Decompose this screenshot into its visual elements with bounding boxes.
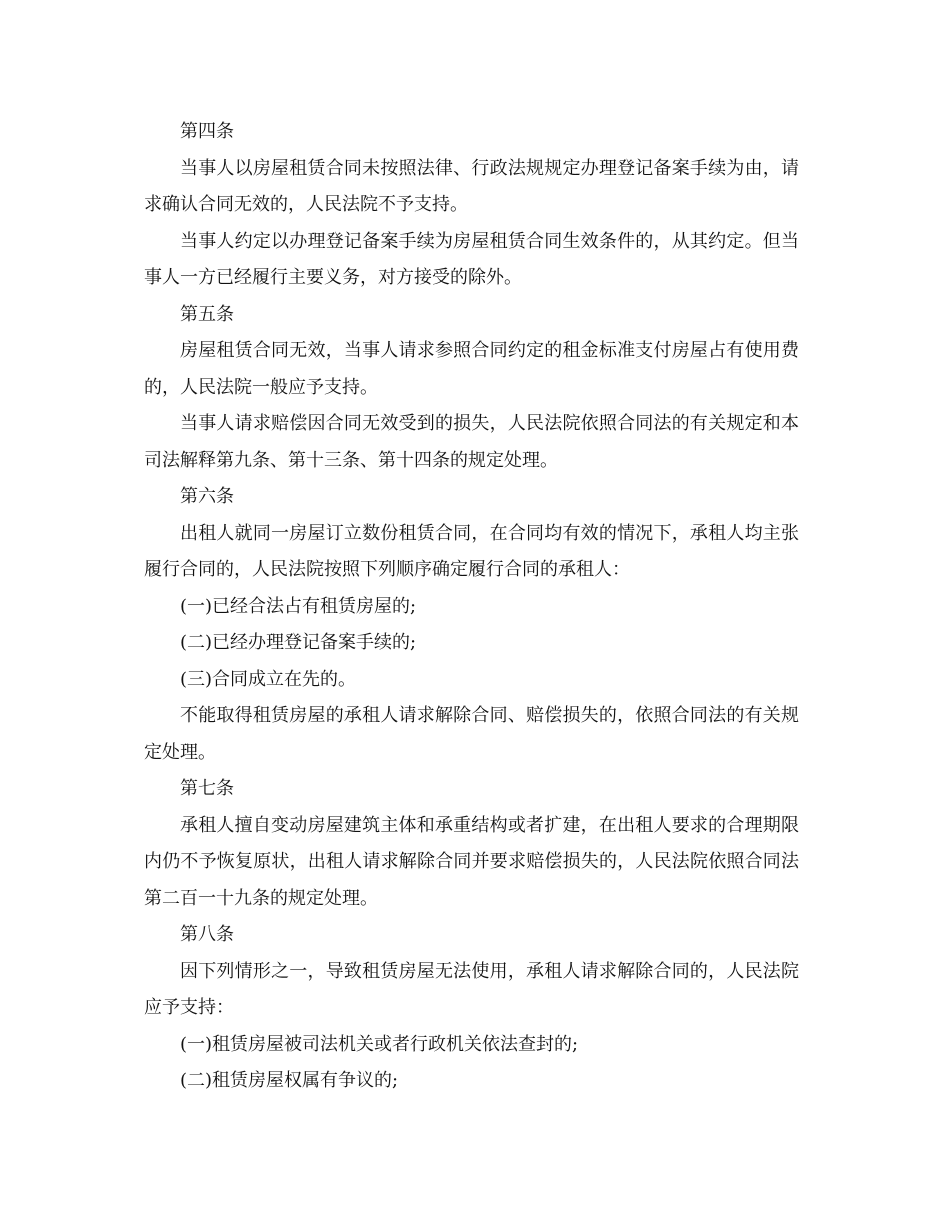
list-item: (三)合同成立在先的。 — [180, 668, 357, 690]
article-heading-7: 第七条 — [180, 778, 234, 799]
article-heading-6: 第六条 — [180, 486, 234, 507]
list-item: (二)已经办理登记备案手续的; — [180, 632, 417, 653]
article-heading-4: 第四条 — [180, 121, 234, 142]
list-item: (一)已经合法占有租赁房屋的; — [180, 595, 417, 617]
paragraph: 承租人擅自变动房屋建筑主体和承重结构或者扩建，在出租人要求的合理期限内仍不予恢复原状，出租人请求解除合同并要求赔偿损失的，人民法院依照合同法第二百一十九条的规定处理。 — [144, 814, 799, 909]
document-body — [144, 114, 799, 1100]
list-item: (一)租赁房屋被司法机关或者行政机关依法查封的; — [180, 1033, 579, 1055]
paragraph: 房屋租赁合同无效，当事人请求参照合同约定的租金标准支付房屋占有使用费的，人民法院一般应予支持。 — [144, 340, 799, 398]
paragraph: 出租人就同一房屋订立数份租赁合同，在合同均有效的情况下，承租人均主张履行合同的，人民法院按照下列顺序确定履行合同的承租人： — [144, 522, 799, 580]
article-heading-8: 第八条 — [180, 924, 234, 945]
article-heading-5: 第五条 — [180, 303, 234, 325]
list-item: (二)租赁房屋权属有争议的; — [180, 1070, 399, 1091]
paragraph: 因下列情形之一，导致租赁房屋无法使用，承租人请求解除合同的，人民法院应予支持： — [144, 960, 799, 1018]
paragraph: 当事人约定以办理登记备案手续为房屋租赁合同生效条件的，从其约定。但当事人一方已经履行主要义务，对方接受的除外。 — [144, 230, 799, 288]
paragraph: 当事人以房屋租赁合同未按照法律、行政法规规定办理登记备案手续为由，请求确认合同无效的，人民法院不予支持。 — [144, 157, 799, 215]
paragraph: 不能取得租赁房屋的承租人请求解除合同、赔偿损失的，依照合同法的有关规定处理。 — [144, 705, 799, 763]
paragraph: 当事人请求赔偿因合同无效受到的损失，人民法院依照合同法的有关规定和本司法解释第九条、第十三条、第十四条的规定处理。 — [144, 413, 799, 471]
